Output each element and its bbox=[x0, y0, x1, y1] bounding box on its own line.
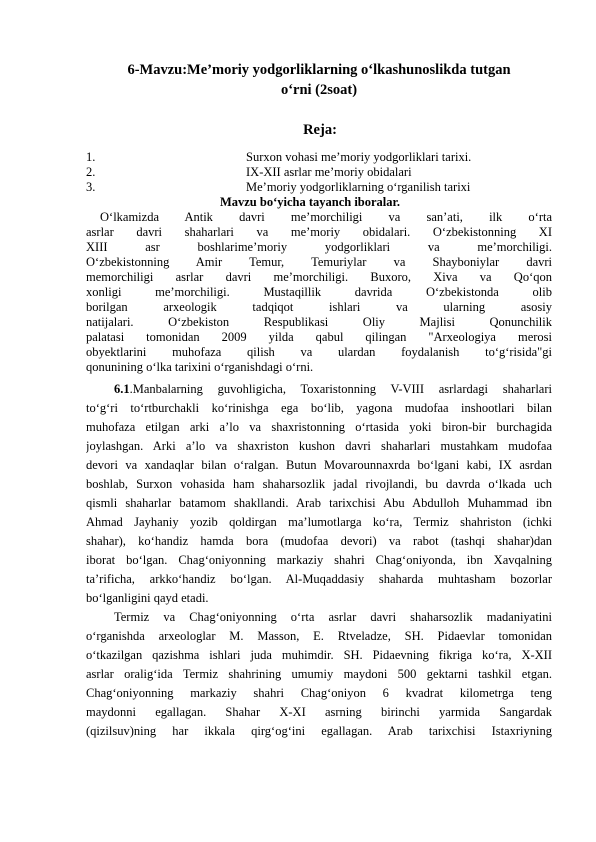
text-line: palatasi tomonidan 2009 yilda qabul qilingan "Arxeologiya merosi bbox=[86, 330, 552, 345]
page-title bbox=[86, 60, 552, 100]
text-line: borilgan arxeologik tadqiqot ishlari va ularning asosiy bbox=[86, 300, 552, 315]
text-line: Ahmad Jayhaniy yozib qoldirgan ma’lumotlarga ko‘ra, Termiz shahriston (ichki bbox=[86, 515, 552, 529]
body-text bbox=[86, 380, 552, 741]
text-line: Termiz va Chag‘oniyonning o‘rta asrlar davri shaharsozlik madaniyatini bbox=[114, 610, 552, 624]
text-line: O‘zbekistonning Amir Temur, Temuriylar va Shayboniylar davri bbox=[86, 255, 552, 270]
keywords-paragraph bbox=[86, 210, 552, 376]
plan-item bbox=[86, 180, 552, 195]
text-line: o‘tkazilgan qazishma ishlari juda muhimdir. SH. Pidaevning fikriga ko‘ra, X-XII bbox=[86, 648, 552, 662]
text-line: muhofaza etilgan arki a’lo va shaxristonning o‘rtasida yoki biron-bir burchagida bbox=[86, 420, 552, 434]
text-line: to‘g‘ri to‘rtburchakli ko‘rinishga ega bo‘lib, yagona mudofaa inshootlari bilan bbox=[86, 401, 552, 415]
text-line: devori va xandaqlar bilan o‘ralgan. Butun Movarounnaxrda bo‘lgani kabi, IX asrdan bbox=[86, 458, 552, 472]
plan-heading: Reja: bbox=[303, 122, 337, 138]
text-line: (qizilsuv)ning har ikkala qirg‘og‘ini egallagan. Arab tarixchisi Istaxriyning bbox=[86, 724, 552, 738]
text-line: ta’rificha, arkko‘handiz bo‘lgan. Al-Muqaddasiy shaharda muhtasham bozorlar bbox=[86, 572, 552, 586]
plan-item bbox=[86, 150, 552, 165]
plan-list bbox=[86, 150, 552, 195]
text-line: o‘rganishda arxeologlar M. Masson, E. Rtveladze, SH. Pidaevlar tomonidan bbox=[86, 629, 552, 643]
keywords-heading: Mavzu bo‘yicha tayanch iboralar. bbox=[219, 195, 401, 209]
text-line: XIII asr boshlarime’moriy yodgorliklari va me’morchiligi. bbox=[86, 240, 552, 255]
text-line: xonligi me’morchiligi. Mustaqillik davrida O‘zbekistonda olib bbox=[86, 285, 552, 300]
text-line: iborat bo‘lgan. Chag‘oniyonning markaziy shahri Chag‘oniyonda, ibn Xavqalning bbox=[86, 553, 552, 567]
plan-item-number: 1. bbox=[86, 150, 96, 164]
text-line: joylashgan. Arki a’lo va shaxriston kushon davri shaharlari mustahkam mudofaa bbox=[86, 439, 552, 453]
text-line: qonunining o‘lka tarixini o‘rganishdagi o‘rni. bbox=[86, 360, 314, 375]
plan-item-number: 3. bbox=[86, 180, 96, 194]
title-line-2: o‘rni (2soat) bbox=[280, 82, 358, 98]
section-number: 6.1 bbox=[114, 382, 130, 396]
text-line: boshlab, Surxon vohasida ham shaharsozlik jadal rivojlandi, bu davrda o‘lkada uch bbox=[86, 477, 552, 491]
text-line: asrlar davri shaharlari va me’moriy obidalari. O‘zbekistonning XI bbox=[86, 225, 552, 240]
text-line: Chag‘oniyonning markaziy shahri Chag‘oniyon 6 kvadrat kilometrga teng bbox=[86, 686, 552, 700]
text-line: O‘lkamizda Antik davri me’morchiligi va san’ati, ilk o‘rta bbox=[100, 210, 552, 224]
text-line: qismli shaharlar batamom shakllandi. Arab tarixchisi Abu Abdulloh Muhammad ibn bbox=[86, 496, 552, 510]
text-line: asrlar oralig‘ida Termiz shahrining umumiy maydoni 500 gektarni tashkil etgan. bbox=[86, 667, 552, 681]
section-first-line-text: .Manbalarning guvohligicha, Toxaristonning V-VIII asrlardagi shaharlari bbox=[129, 382, 552, 396]
text-line: shahar), ko‘handiz hamda bora (mudofaa devori) va rabot (tashqi shahar)dan bbox=[86, 534, 552, 548]
title-line-1: 6-Mavzu:Me’moriy yodgorliklarning o‘lkashunoslikda tutgan bbox=[127, 62, 511, 78]
plan-item bbox=[86, 165, 552, 180]
plan-item-number: 2. bbox=[86, 165, 96, 179]
section-first-line bbox=[86, 380, 552, 399]
plan-item-text: Surxon vohasi me’moriy yodgorliklari tarixi. bbox=[246, 150, 472, 164]
plan-item-text: Me’moriy yodgorliklarning o‘rganilish tarixi bbox=[246, 180, 471, 194]
text-line: obyektlarini muhofaza qilish va ulardan foydalanish to‘g‘risida"gi bbox=[86, 345, 552, 360]
text-line: memorchiligi asrlar davri me’morchiligi. Buxoro, Xiva va Qo‘qon bbox=[86, 270, 552, 285]
text-line: natijalari. O‘zbekiston Respublikasi Oliy Majlisi Qonunchilik bbox=[86, 315, 552, 330]
text-line: maydonni egallagan. Shahar X-XI asrning birinchi yarmida Sangardak bbox=[86, 705, 552, 719]
plan-item-text: IX-XII asrlar me’moriy obidalari bbox=[246, 165, 412, 179]
text-line: bo‘lganligini qayd etadi. bbox=[86, 591, 209, 605]
